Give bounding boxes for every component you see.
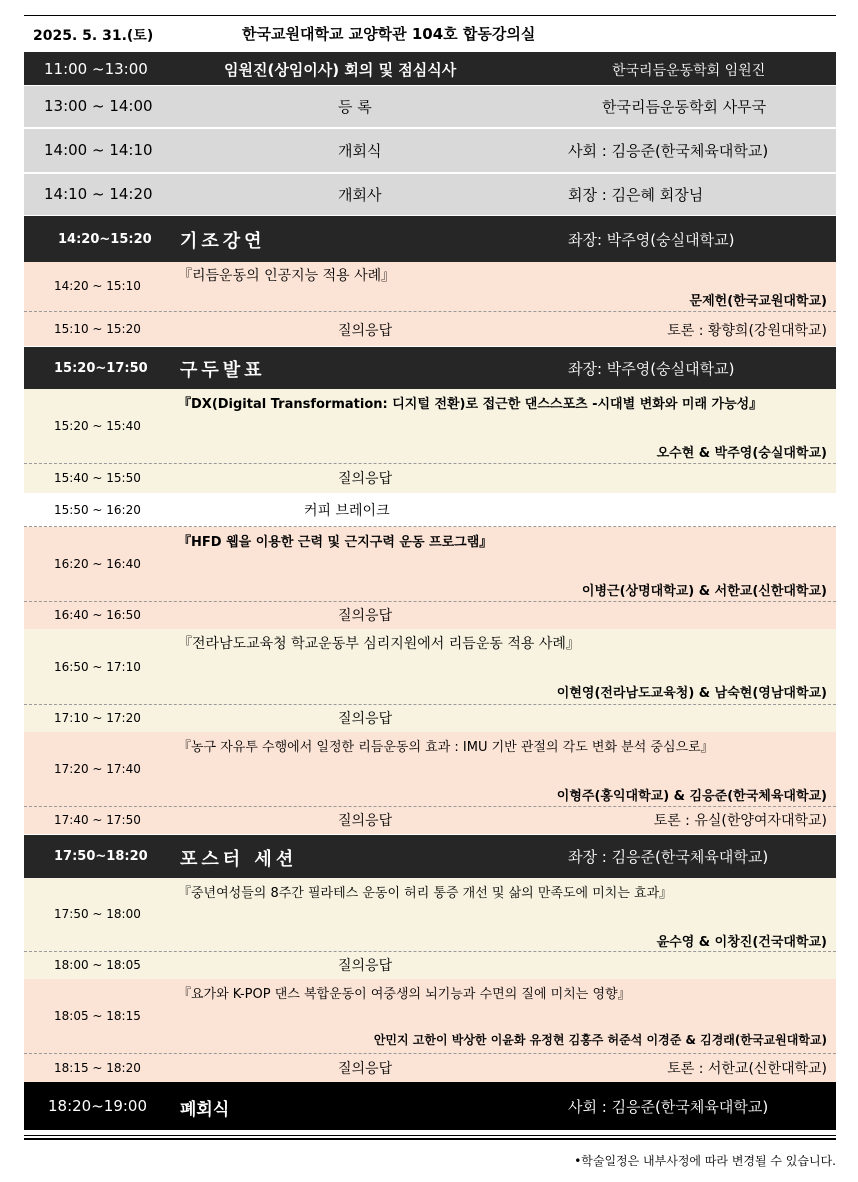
event-venue: 한국교원대학교 교양학관 104호 합동강의실 [242,25,536,43]
section-title: 기조강연 [180,231,266,252]
row-time: 16:40 ~ 16:50 [54,608,141,622]
poster-presenters: 안민지 고한이 박상한 이윤화 유정현 김홍주 허준석 이경준 & 김경래(한국교원대학교) [373,1033,827,1047]
oral-qa-row-2 [24,602,836,629]
qa-label: 질의응답 [338,608,393,624]
row-time: 18:15 ~ 18:20 [54,1061,141,1075]
row-title: 등 록 [338,98,372,116]
bottom-rule-2 [24,1138,836,1140]
talk-title: 『HFD 웹을 이용한 근력 및 근지구력 운동 프로그램』 [178,535,493,550]
row-time: 16:20 ~ 16:40 [54,557,141,571]
bottom-rule-1 [24,1135,836,1136]
talk-presenter: 문제헌(한국교원대학교) [689,294,827,309]
row-time: 11:00 ~13:00 [44,60,148,78]
qa-label: 질의응답 [338,958,393,974]
section-time: 17:50~18:20 [54,849,148,864]
row-time: 13:00 ~ 14:00 [44,97,153,115]
row-right: 회장 : 김은혜 회장님 [568,186,704,204]
schedule-row-registration [24,86,836,128]
qa-discussant: 토론 : 황향희(강원대학교) [667,323,827,339]
row-right: 사회 : 김응준(한국체육대학교) [568,142,769,160]
section-time: 15:20~17:50 [54,361,148,376]
qa-discussant: 토론 : 유실(한양여자대학교) [653,813,827,829]
poster-presenters: 윤수영 & 이창진(건국대학교) [656,935,827,950]
row-time: 15:40 ~ 15:50 [54,471,141,485]
talk-title: 『DX(Digital Transformation: 디지털 전환)로 접근한 댄스스포츠 -시대별 변화와 미래 가능성』 [178,397,763,412]
closing-row [24,1082,836,1130]
row-time: 14:00 ~ 14:10 [44,141,153,159]
talk-presenter: 이병근(상명대학교) & 서한교(신한대학교) [581,584,827,599]
section-time: 14:20~15:20 [58,232,152,247]
schedule-row-meeting [24,52,836,85]
row-time: 17:20 ~ 17:40 [54,762,141,776]
closing-right: 사회 : 김응준(한국체육대학교) [568,1098,769,1116]
qa-label: 질의응답 [338,1061,393,1077]
oral-qa-row-1 [24,464,836,493]
coffee-break-row [24,493,836,527]
row-time: 18:05 ~ 18:15 [54,1009,141,1023]
row-time: 17:50 ~ 18:00 [54,907,141,921]
poster-title: 『중년여성들의 8주간 필라테스 운동이 허리 통증 개선 및 삶의 만족도에 미치는 효과』 [178,886,673,901]
section-chair: 좌장: 박주영(숭실대학교) [568,360,735,378]
poster-row-1 [24,878,836,952]
row-title: 임원진(상임이사) 회의 및 점심식사 [224,61,457,79]
oral-talk-row-4 [24,732,836,807]
row-time: 18:00 ~ 18:05 [54,958,141,972]
section-header-oral [24,347,836,389]
section-chair: 좌장 : 김응준(한국체육대학교) [568,848,769,866]
oral-talk-row-1 [24,389,836,464]
row-right: 한국리듬운동학회 임원진 [612,63,766,79]
qa-label: 질의응답 [338,471,393,487]
section-header-poster [24,835,836,878]
event-date: 2025. 5. 31.(토) [33,28,154,44]
oral-qa-row-3 [24,705,836,732]
row-time: 15:50 ~ 16:20 [54,503,141,517]
qa-discussant: 토론 : 서한교(신한대학교) [667,1061,827,1077]
oral-talk-row-3 [24,629,836,705]
poster-row-2 [24,979,836,1054]
top-rule [24,15,836,16]
row-title: 개회사 [338,186,382,204]
talk-presenter: 이현영(전라남도교육청) & 남숙현(영남대학교) [556,686,827,701]
talk-title: 『농구 자유투 수행에서 일정한 리듬운동의 효과 : IMU 기반 관절의 각도 변화 분석 중심으로』 [178,740,714,755]
row-right: 한국리듬운동학회 사무국 [602,98,767,116]
poster-qa-row-1 [24,952,836,979]
schedule-row-opening-address [24,174,836,215]
oral-talk-row-2 [24,527,836,602]
row-time: 17:10 ~ 17:20 [54,711,141,725]
row-time: 15:10 ~ 15:20 [54,322,141,336]
keynote-qa-row [24,312,836,346]
section-header-keynote [24,216,836,262]
row-title: 개회식 [338,142,382,160]
talk-title: 『리듬운동의 인공지능 적용 사례』 [178,268,396,284]
section-title: 구두발표 [180,360,266,381]
talk-presenter: 이형주(홍익대학교) & 김응준(한국체육대학교) [556,789,827,804]
row-time: 14:10 ~ 14:20 [44,185,153,203]
section-chair: 좌장: 박주영(숭실대학교) [568,231,735,249]
header [24,18,836,48]
talk-presenter: 오수현 & 박주영(숭실대학교) [656,446,827,461]
qa-label: 질의응답 [338,323,393,339]
coffee-label: 커피 브레이크 [304,503,390,519]
closing-title: 폐회식 [180,1100,230,1120]
row-time: 16:50 ~ 17:10 [54,660,141,674]
oral-qa-row-4 [24,807,836,834]
qa-label: 질의응답 [338,813,393,829]
schedule-row-opening-ceremony [24,129,836,173]
qa-label: 질의응답 [338,711,393,727]
keynote-talk-row [24,262,836,312]
row-time: 17:40 ~ 17:50 [54,813,141,827]
row-time: 15:20 ~ 15:40 [54,419,141,433]
row-time: 18:20~19:00 [48,1097,148,1115]
poster-qa-row-2 [24,1054,836,1082]
section-title: 포스터 세션 [180,849,298,870]
row-time: 14:20 ~ 15:10 [54,279,141,293]
schedule-change-note: •학술일정은 내부사정에 따라 변경될 수 있습니다. [574,1154,836,1168]
poster-title: 『요가와 K-POP 댄스 복합운동이 여중생의 뇌기능과 수면의 질에 미치는 영향』 [178,987,631,1002]
talk-title: 『전라남도교육청 학교운동부 심리지원에서 리듬운동 적용 사례』 [178,636,580,652]
